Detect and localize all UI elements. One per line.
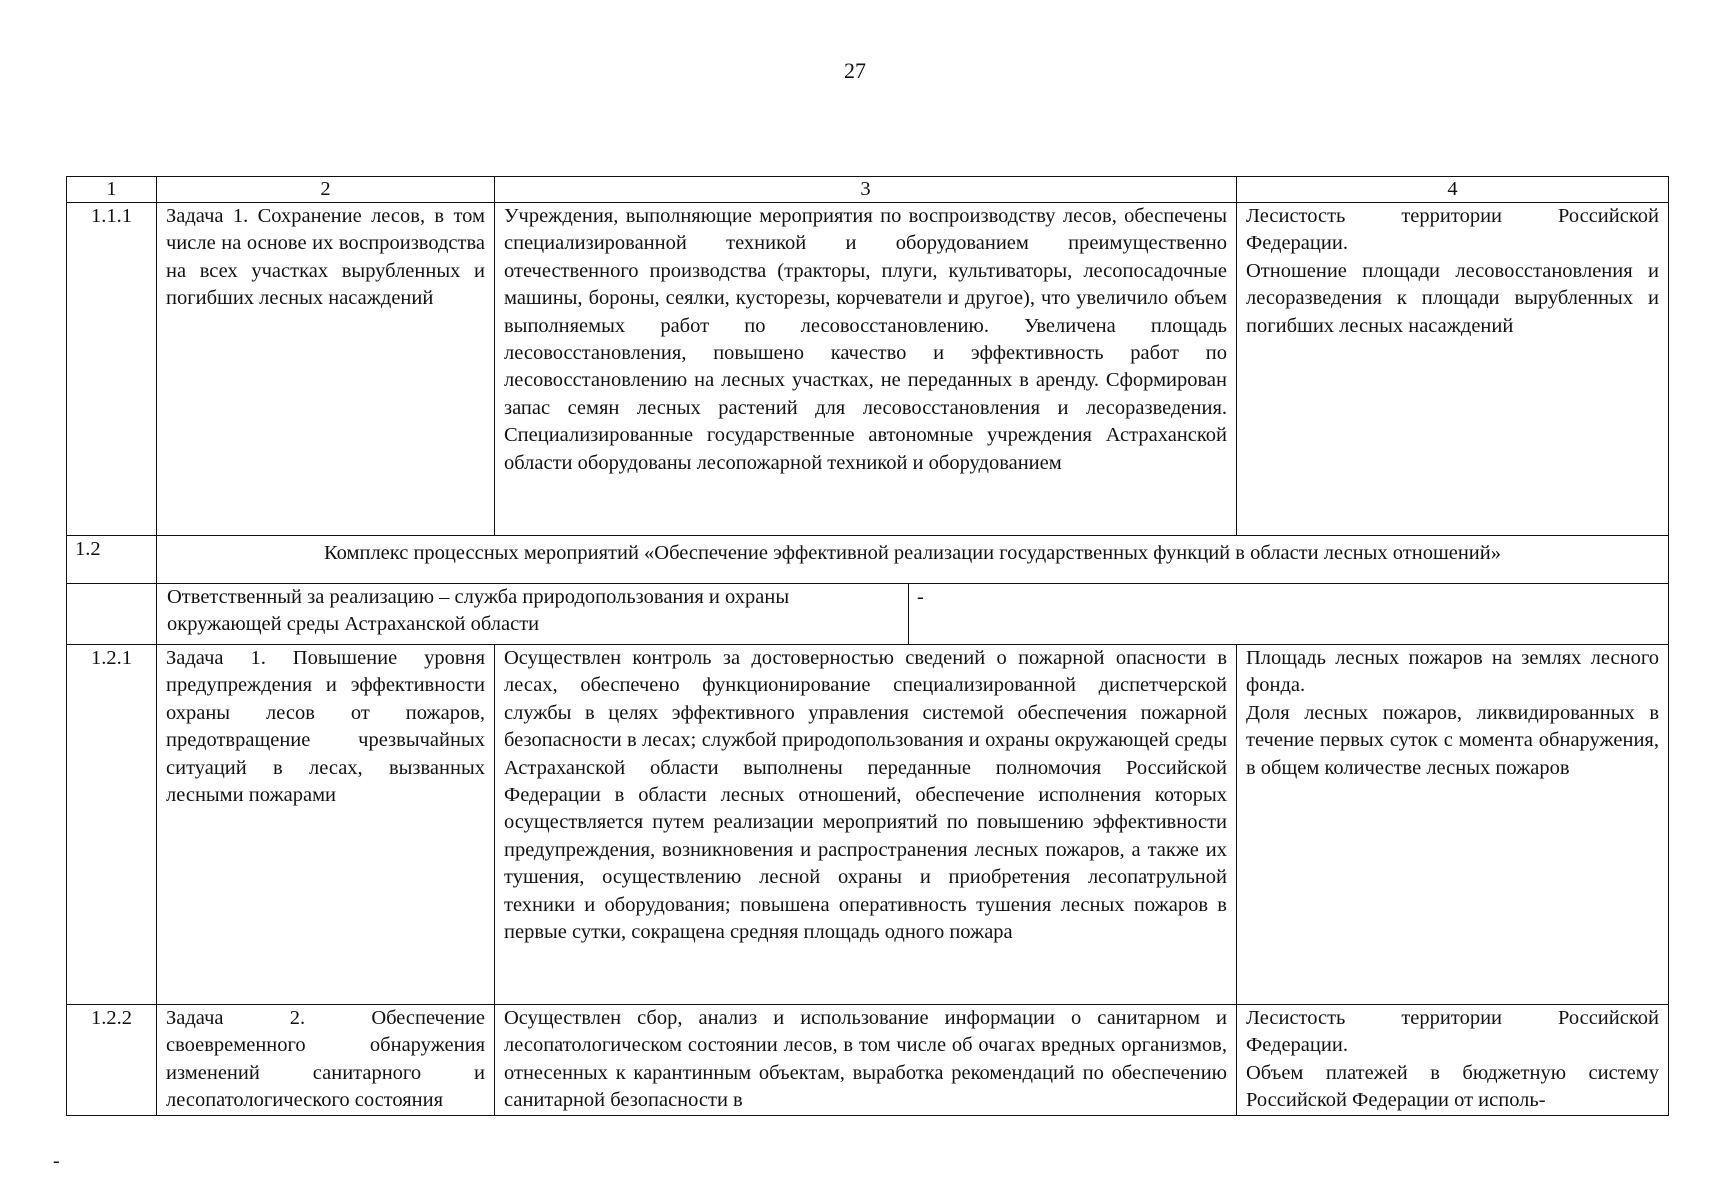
section-number: 1.2 — [67, 536, 157, 584]
indicator-cell: Площадь лесных пожаров на землях лесного фонда. Доля лесных пожаров, ликвидированных в течение первых суток с момента обнаружения, в общем количестве лесных пожаров — [1237, 645, 1669, 1005]
result-cell: Учреждения, выполняющие мероприятия по воспроизводству лесов, обеспечены специализированной техникой и оборудованием преимущественно отечественного производства (тракторы, плуги, культиваторы, лесопосадочные машины, бороны, сеялки, кусторезы, корчеватели и другое), что увеличило объем выполняемых работ по лесовосстановлению. Увеличена площадь лесовосстановления, повышено качество и эффективность работ по лесовосстановлению на лесных участках, не переданных в аренду. Сформирован запас семян лесных растений для лесовосстановления и лесоразведения. Специализированные государственные автономные учреждения Астраханской области оборудованы лесопожарной техникой и оборудованием — [495, 203, 1237, 536]
section-title: Комплекс процессных мероприятий «Обеспечение эффективной реализации государственных функций в области лесных отношений» — [157, 536, 1669, 584]
page-number: 27 — [844, 58, 866, 83]
responsible-value: - — [917, 586, 924, 608]
table-row — [67, 645, 1669, 1005]
header-col-2: 2 — [157, 177, 495, 203]
header-col-1: 1 — [67, 177, 157, 203]
row-number: 1.2.1 — [67, 645, 157, 1005]
table-header-row — [67, 177, 1669, 203]
responsible-text: Ответственный за реализацию – служба природопользования и охраны окружающей среды Астраханской области — [157, 584, 909, 644]
table-row — [67, 203, 1669, 536]
section-row — [67, 536, 1669, 584]
responsible-number-cell — [67, 584, 157, 645]
row-number: 1.1.1 — [67, 203, 157, 536]
indicator-cell: Лесистость территории Российской Федерации. Отношение площади лесовосстановления и лесоразведения к площади вырубленных и погибших лесных насаждений — [1237, 203, 1669, 536]
indicator-cell: Лесистость территории Российской Федерации. Объем платежей в бюджетную систему Российской Федерации от исполь- — [1237, 1005, 1669, 1116]
task-cell: Задача 2. Обеспечение своевременного обнаружения изменений санитарного и лесопатологического состояния — [157, 1005, 495, 1116]
responsible-row — [67, 584, 1669, 645]
result-cell: Осуществлен сбор, анализ и использование информации о санитарном и лесопатологическом состоянии лесов, в том числе об очагах вредных организмов, отнесенных к карантинным объектам, выработка рекомендаций по обеспечению санитарной безопасности в — [495, 1005, 1237, 1116]
row-number: 1.2.2 — [67, 1005, 157, 1116]
result-cell: Осуществлен контроль за достоверностью сведений о пожарной опасности в лесах, обеспечено функционирование специализированной диспетчерской службы в целях эффективного управления системой обеспечения пожарной безопасности в лесах; службой природопользования и охраны окружающей среды Астраханской области выполнены переданные полномочия Российской Федерации в области лесных отношений, обеспечение исполнения которых осуществляется путем реализации мероприятий по повышению эффективности предупреждения, возникновения и распространения лесных пожаров, а также их тушения, осуществлению лесной охраны и приобретения лесопатрульной техники и оборудования; повышена оперативность тушения лесных пожаров в первые сутки, сокращена средняя площадь одного пожара — [495, 645, 1237, 1005]
responsible-cell — [157, 584, 1669, 645]
task-cell: Задача 1. Повышение уровня предупреждения и эффективности охраны лесов от пожаров, предотвращение чрезвычайных ситуаций в лесах, вызванных лесными пожарами — [157, 645, 495, 1005]
table-row — [67, 1005, 1669, 1116]
header-col-3: 3 — [495, 177, 1237, 203]
margin-mark: - — [53, 1150, 60, 1172]
header-col-4: 4 — [1237, 177, 1669, 203]
task-cell: Задача 1. Сохранение лесов, в том числе на основе их воспроизводства на всех участках вырубленных и погибших лесных насаждений — [157, 203, 495, 536]
program-table — [66, 176, 1669, 1116]
